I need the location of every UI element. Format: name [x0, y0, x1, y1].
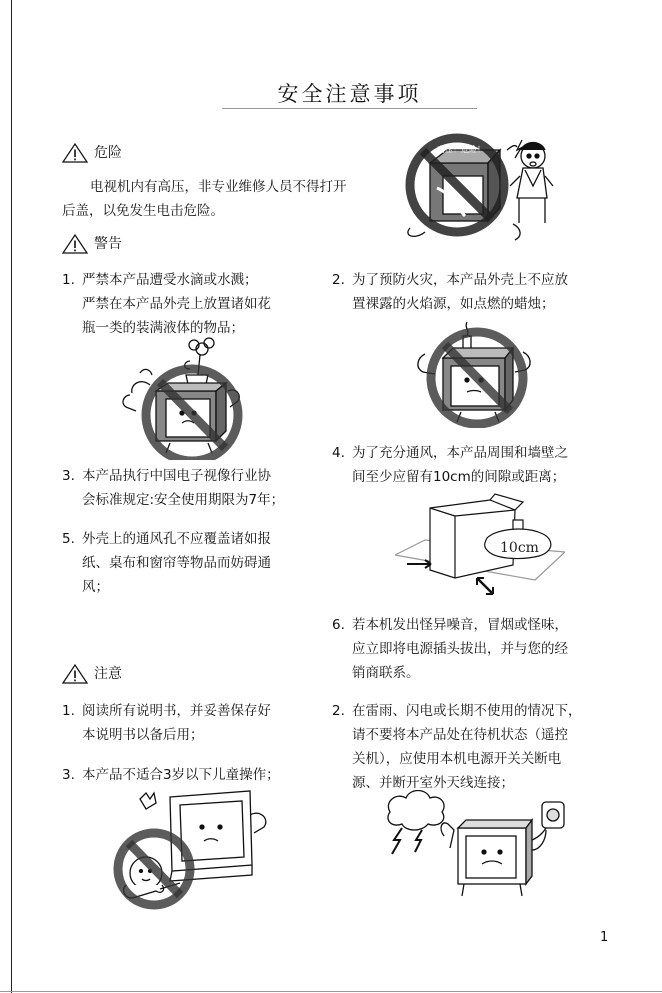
- item-line: 为了充分通风，本产品周围和墙壁之: [352, 445, 568, 461]
- item-line: 会标准规定:安全使用期限为7年；: [82, 492, 285, 508]
- item-line: 为了预防火灾，本产品外壳上不应放: [352, 272, 568, 288]
- page-bottom-line: [0, 991, 662, 992]
- item-line: 应立即将电源插头拔出，并与您的经: [352, 641, 568, 657]
- item-line: 本产品不适合3岁以下儿童操作；: [82, 767, 280, 783]
- warning-item-2: [332, 268, 568, 316]
- item-line: 请不要将本产品处在待机状态（遥控: [352, 727, 568, 743]
- caution-item-3: [62, 763, 280, 787]
- warning-triangle-icon: [62, 234, 88, 254]
- warning-item-1: [62, 268, 271, 340]
- item-line: 本产品执行中国电子视像行业协: [82, 468, 271, 484]
- caution-item-1: [62, 699, 271, 747]
- danger-heading: [62, 142, 122, 164]
- clearance-label: 10cm: [500, 540, 539, 556]
- warning-triangle-icon: [62, 143, 88, 163]
- caution-item-2: [332, 699, 582, 795]
- item-line: 源、并断开室外天线连接；: [352, 775, 514, 791]
- unplug-during-storm-illustration: [382, 790, 572, 905]
- page-title: 安全注意事项: [277, 82, 422, 106]
- item-line: 严禁本产品遭受水滴或水溅；: [82, 272, 258, 288]
- water-prohibited-illustration: [110, 335, 250, 460]
- page-margin-line: [11, 0, 12, 993]
- item-number: 4.: [332, 445, 345, 461]
- warning-item-6: [332, 613, 568, 685]
- warning-item-3: [62, 464, 284, 512]
- item-number: 1.: [62, 703, 75, 719]
- warning-heading: [62, 233, 122, 255]
- item-number: 6.: [332, 617, 345, 633]
- warning-heading-text: 警告: [94, 236, 122, 252]
- child-prohibited-illustration: [110, 785, 290, 915]
- item-line: 纸、桌布和窗帘等物品而妨碍通: [82, 555, 271, 571]
- item-line: 在雷雨、闪电或长期不使用的情况下，: [352, 703, 582, 719]
- item-line: 阅读所有说明书，并妥善保存好: [82, 703, 271, 719]
- item-number: 3.: [62, 767, 75, 783]
- page-number: 1: [600, 930, 609, 945]
- item-line: 风；: [82, 579, 109, 595]
- item-line: 瓶一类的装满液体的物品；: [82, 320, 244, 336]
- item-number: 2.: [332, 703, 345, 719]
- danger-body: [62, 175, 392, 223]
- fire-prohibited-illustration: [405, 318, 550, 428]
- item-number: 2.: [332, 272, 345, 288]
- danger-body-line-1: 电视机内有高压，非专业维修人员不得打开: [90, 179, 347, 195]
- item-line: 关机），应使用本机电源开关关断电: [352, 751, 562, 767]
- danger-body-line-2: 后盖，以免发生电击危险。: [62, 203, 224, 219]
- item-line: 严禁在本产品外壳上放置诸如花: [82, 296, 271, 312]
- item-number: 3.: [62, 468, 75, 484]
- caution-heading: [62, 663, 122, 685]
- item-line: 本说明书以备后用；: [82, 727, 204, 743]
- caution-heading-text: 注意: [94, 666, 122, 682]
- title-underline: [222, 108, 477, 109]
- item-line: 间至少应留有10cm的间隙或距离；: [352, 469, 566, 485]
- high-voltage-label: 高压！危险！: [437, 145, 485, 154]
- warning-item-5: [62, 527, 271, 599]
- item-line: 若本机发出怪异噪音，冒烟或怪味，: [352, 617, 568, 633]
- item-line: 置裸露的火焰源，如点燃的蜡烛；: [352, 296, 555, 312]
- warning-item-4: [332, 441, 568, 489]
- item-line: 销商联系。: [352, 665, 420, 681]
- item-number: 1.: [62, 272, 75, 288]
- warning-triangle-icon: [62, 664, 88, 684]
- ventilation-clearance-illustration: [395, 490, 565, 605]
- danger-heading-text: 危险: [94, 145, 122, 161]
- item-line: 外壳上的通风孔不应覆盖诸如报: [82, 531, 271, 547]
- high-voltage-prohibited-illustration: [395, 128, 560, 246]
- item-number: 5.: [62, 531, 75, 547]
